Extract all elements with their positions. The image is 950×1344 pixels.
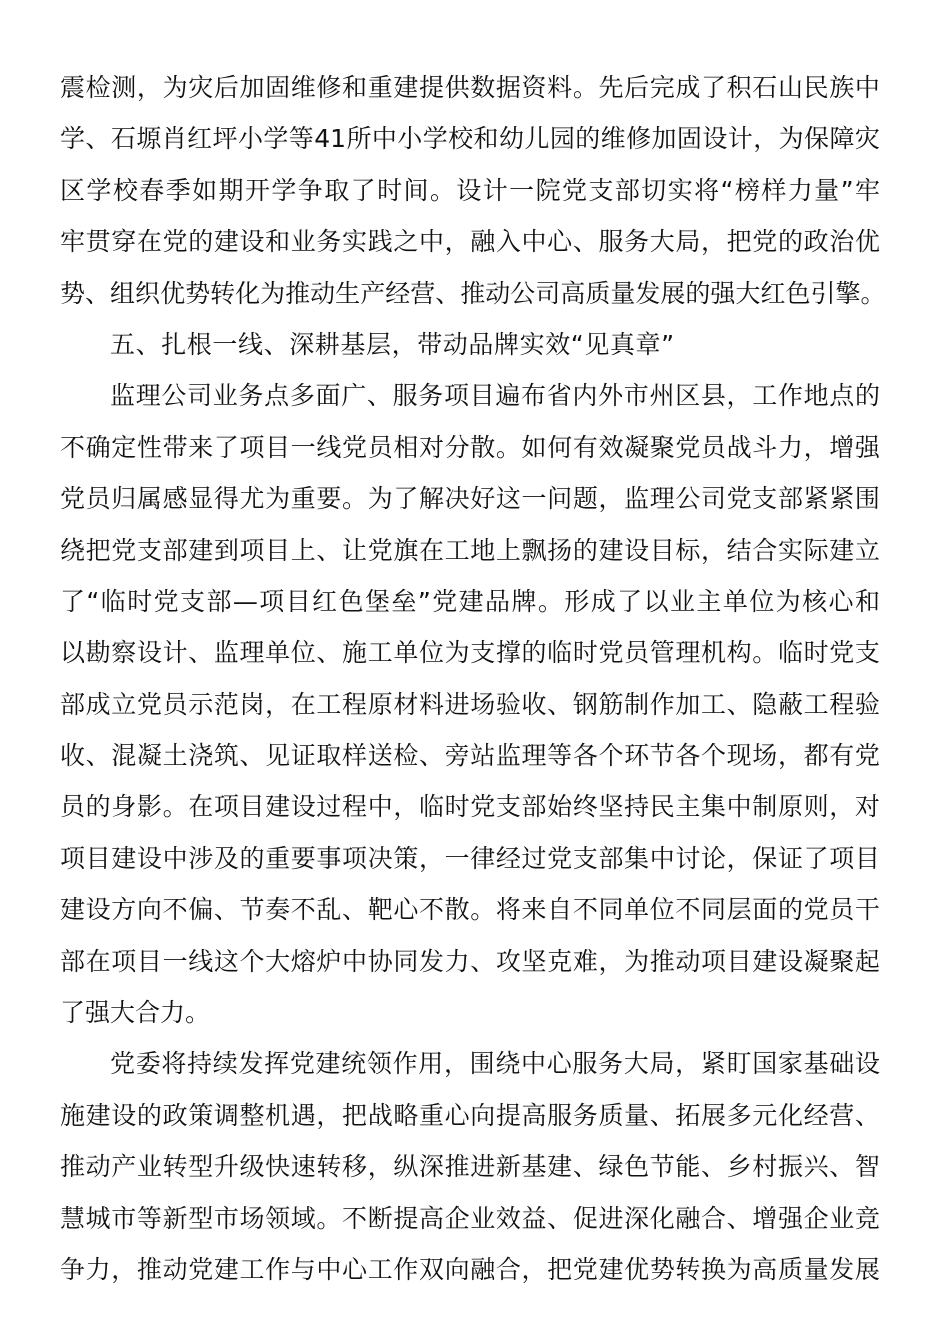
text-line: 震 检 测 ， 为 灾 后 加 固 维 修 和 重 建 提 供 数 据 资 料 。 先 后 完 成 了 积 石 山 民 族 中 — [60, 73, 880, 102]
document-body — [60, 68, 886, 1301]
text-line: 区 学 校 春 季 如 期 开 学 争 取 了 时 间 。 设 计 一 院 党 支 部 切 实 将 “ 榜 样 力 量 ” 牢 — [60, 175, 880, 205]
text-line: 员 的 身 影 。 在 项 目 建 设 过 程 中 ， 临 时 党 支 部 始 终 坚 持 民 主 集 中 制 原 则 ， 对 — [60, 792, 880, 822]
text-line: 部 成 立 党 员 示 范 岗 ， 在 工 程 原 材 料 进 场 验 收 、 钢 筋 制 作 加 工 、 隐 蔽 工 程 验 — [60, 689, 880, 719]
paragraph-first-line: 监 理 公 司 业 务 点 多 面 广 、 服 务 项 目 遍 布 省 内 外 市 州 区 县 ， 工 作 地 点 的 — [110, 381, 880, 411]
paragraph-first-line: 党 委 将 持 续 发 挥 党 建 统 领 作 用 ， 围 绕 中 心 服 务 大 局 ， 紧 盯 国 家 基 础 设 — [110, 1049, 880, 1079]
text-line: 了 “ 临 时 党 支 部 — 项 目 红 色 堡 垒 ” 党 建 品 牌 。 形 成 了 以 业 主 单 位 为 核 心 和 — [60, 586, 880, 616]
text-line: 施 建 设 的 政 策 调 整 机 遇 ， 把 战 略 重 心 向 提 高 服 务 质 量 、 拓 展 多 元 化 经 营 、 — [60, 1100, 880, 1130]
text-line: 建 设 方 向 不 偏 、 节 奏 不 乱 、 靶 心 不 散 。 将 来 自 不 同 单 位 不 同 层 面 的 党 员 干 — [60, 895, 880, 925]
text-line: 绕 把 党 支 部 建 到 项 目 上 、 让 党 旗 在 工 地 上 飘 扬 的 建 设 目 标 ， 结 合 实 际 建 立 — [60, 535, 880, 565]
text-line: 慧 城 市 等 新 型 市 场 领 域 。 不 断 提 高 企 业 效 益 、 促 进 深 化 融 合 、 增 强 企 业 竞 — [60, 1203, 880, 1233]
text-line: 推 动 产 业 转 型 升 级 快 速 转 移 ， 纵 深 推 进 新 基 建 、 绿 色 节 能 、 乡 村 振 兴 、 智 — [60, 1152, 880, 1182]
text-line: 以 勘 察 设 计 、 监 理 单 位 、 施 工 单 位 为 支 撑 的 临 时 党 员 管 理 机 构 。 临 时 党 支 — [60, 638, 880, 668]
text-line: 势 、 组 织 优 势 转 化 为 推 动 生 产 经 营 、 推 动 公 司 高 质 量 发 展 的 强 大 红 色 引 擎 。 — [60, 278, 886, 308]
text-line: 项 目 建 设 中 涉 及 的 重 要 事 项 决 策 ， 一 律 经 过 党 支 部 集 中 讨 论 ， 保 证 了 项 目 — [60, 843, 880, 873]
paragraph-last-line: 了强大合力。 — [60, 998, 211, 1028]
text-line: 学 、 石 塬 肖 红 坪 小 学 等 41 所 中 小 学 校 和 幼 儿 园 的 维 修 加 固 设 计 ， 为 保 障 灾 — [60, 124, 880, 154]
text-line: 收 、 混 凝 土 浇 筑 、 见 证 取 样 送 检 、 旁 站 监 理 等 各 个 环 节 各 个 现 场 ， 都 有 党 — [60, 741, 880, 771]
section-heading: 五、扎根一线、深耕基层，带动品牌实效“见真章” — [110, 329, 675, 359]
text-line: 争 力 ， 推 动 党 建 工 作 与 中 心 工 作 双 向 融 合 ， 把 党 建 优 势 转 换 为 高 质 量 发 展 — [60, 1254, 880, 1284]
text-line: 党 员 归 属 感 显 得 尤 为 重 要 。 为 了 解 决 好 这 一 问 题 ， 监 理 公 司 党 支 部 紧 紧 围 — [60, 484, 880, 514]
text-line: 不 确 定 性 带 来 了 项 目 一 线 党 员 相 对 分 散 。 如 何 有 效 凝 聚 党 员 战 斗 力 ， 增 强 — [60, 432, 880, 462]
text-line: 部 在 项 目 一 线 这 个 大 熔 炉 中 协 同 发 力 、 攻 坚 克 难 ， 为 推 动 项 目 建 设 凝 聚 起 — [60, 946, 880, 976]
text-line: 牢 贯 穿 在 党 的 建 设 和 业 务 实 践 之 中 ， 融 入 中 心 、 服 务 大 局 ， 把 党 的 政 治 优 — [60, 227, 880, 257]
